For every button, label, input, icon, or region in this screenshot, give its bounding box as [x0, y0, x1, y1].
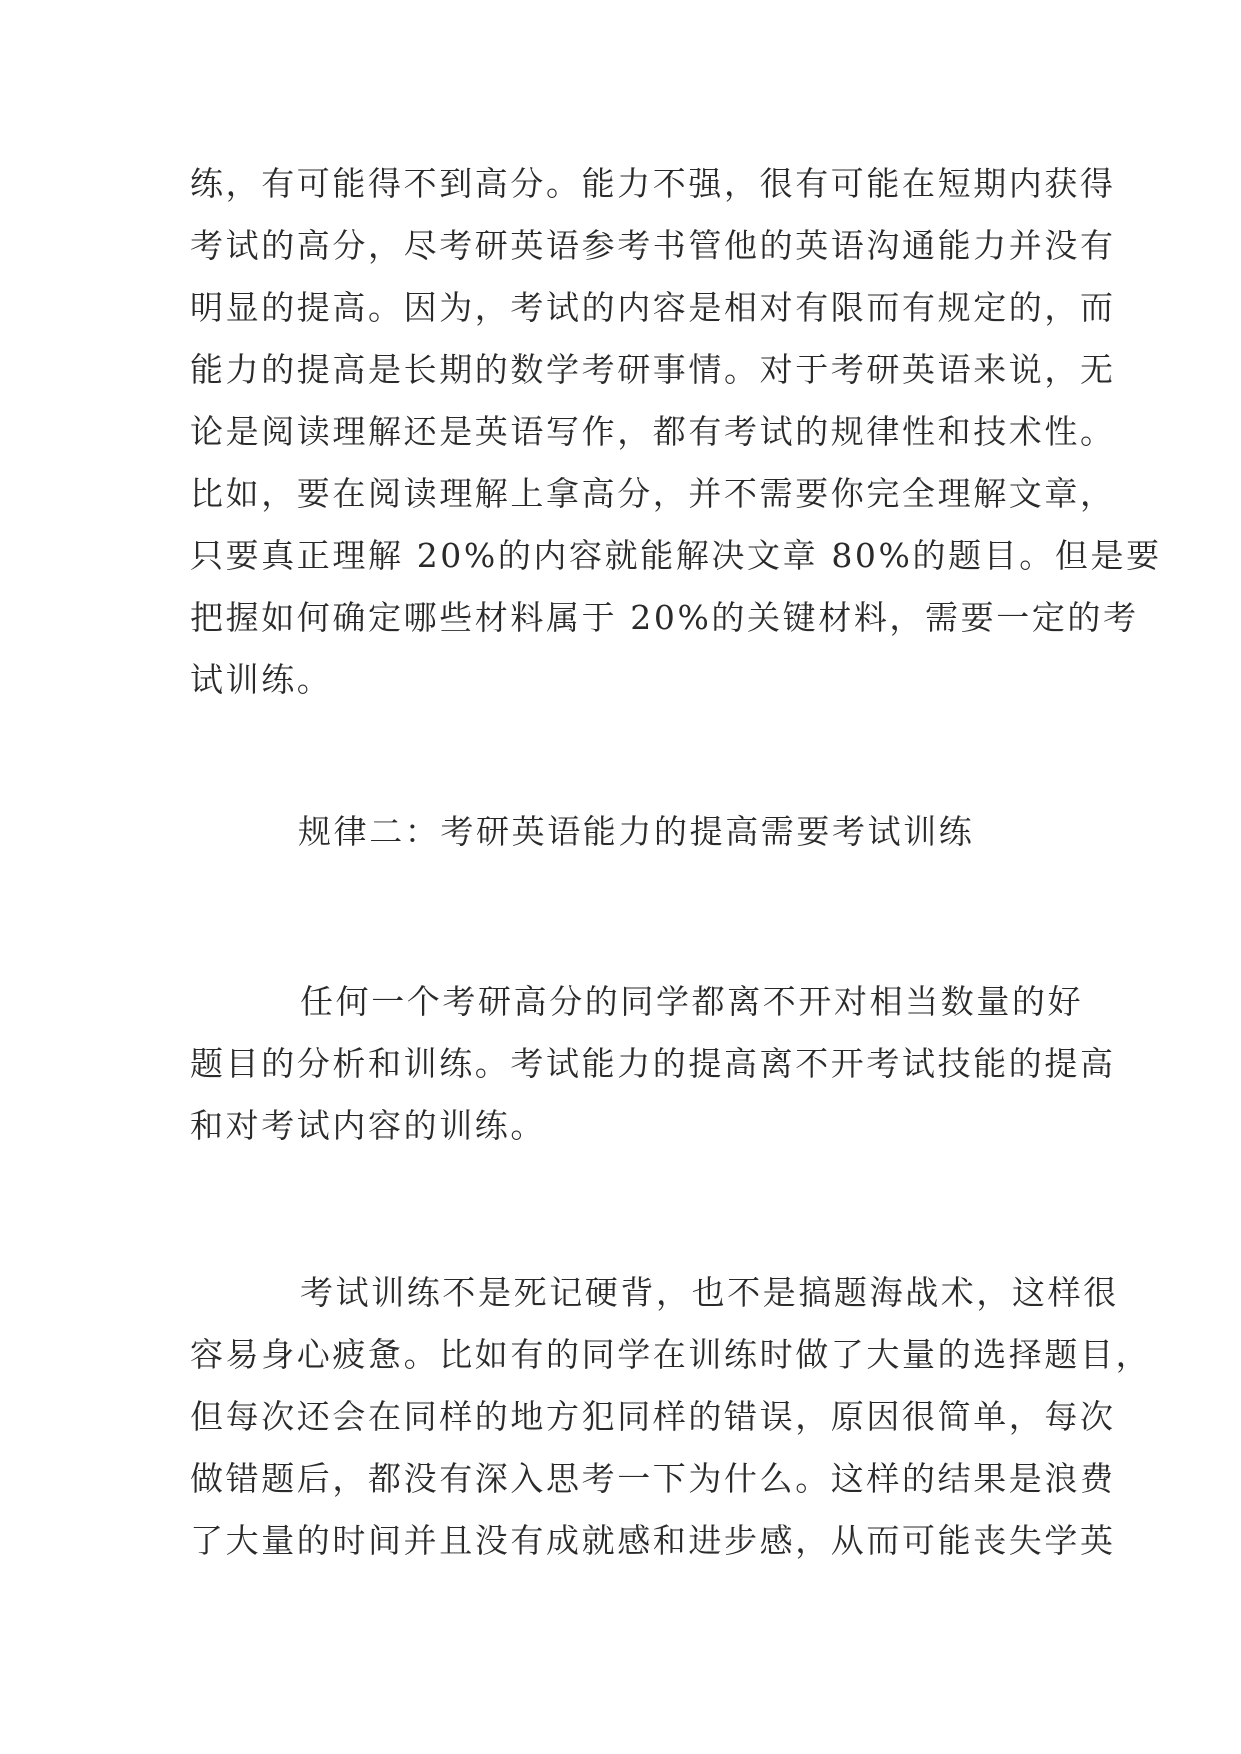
paragraph-line: 把握如何确定哪些材料属于 20%的关键材料，需要一定的考 — [190, 598, 1139, 637]
section-heading: 规律二：考研英语能力的提高需要考试训练 — [298, 812, 975, 851]
paragraph-line: 和对考试内容的训练。 — [190, 1106, 546, 1145]
paragraph-line: 明显的提高。因为，考试的内容是相对有限而有规定的，而 — [190, 288, 1116, 327]
paragraph-line: 练，有可能得不到高分。能力不强，很有可能在短期内获得 — [190, 164, 1116, 203]
paragraph-line: 比如，要在阅读理解上拿高分，并不需要你完全理解文章， — [190, 474, 1116, 513]
paragraph-line: 能力的提高是长期的数学考研事情。对于考研英语来说，无 — [190, 350, 1116, 389]
paragraph-3 — [190, 1262, 1152, 1572]
paragraph-line: 试训练。 — [190, 660, 333, 699]
paragraph-2 — [190, 971, 1116, 1157]
paragraph-line: 题目的分析和训练。考试能力的提高离不开考试技能的提高 — [190, 1044, 1116, 1083]
paragraph-line: 任何一个考研高分的同学都离不开对相当数量的好 — [300, 982, 1084, 1021]
paragraph-1 — [190, 153, 1162, 711]
paragraph-line: 考试训练不是死记硬背，也不是搞题海战术，这样很 — [300, 1273, 1119, 1312]
paragraph-line: 了大量的时间并且没有成就感和进步感，从而可能丧失学英 — [190, 1521, 1116, 1560]
paragraph-line: 但每次还会在同样的地方犯同样的错误，原因很简单，每次 — [190, 1397, 1116, 1436]
paragraph-line: 论是阅读理解还是英语写作，都有考试的规律性和技术性。 — [190, 412, 1116, 451]
paragraph-line: 做错题后，都没有深入思考一下为什么。这样的结果是浪费 — [190, 1459, 1116, 1498]
paragraph-line: 容易身心疲惫。比如有的同学在训练时做了大量的选择题目， — [190, 1335, 1152, 1374]
paragraph-line: 只要真正理解 20%的内容就能解决文章 80%的题目。但是要 — [190, 536, 1162, 575]
paragraph-line: 考试的高分，尽考研英语参考书管他的英语沟通能力并没有 — [190, 226, 1116, 265]
